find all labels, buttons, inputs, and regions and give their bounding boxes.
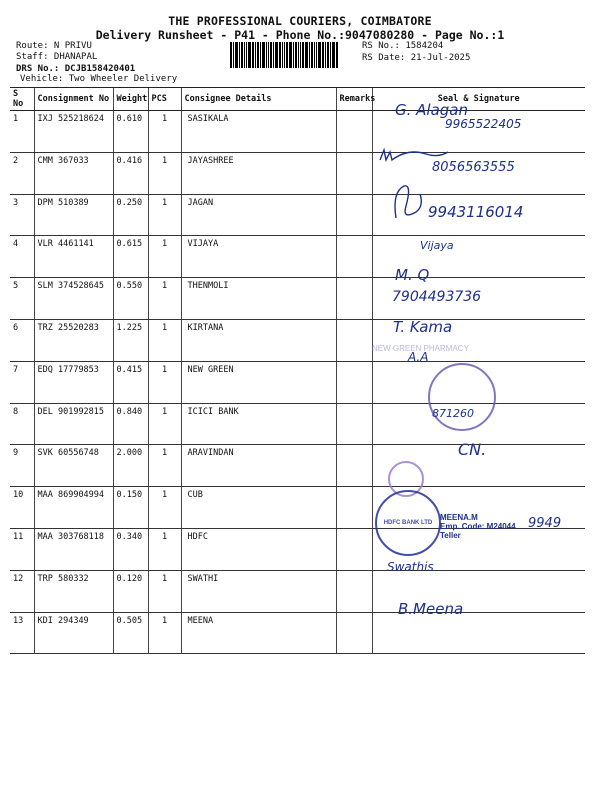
row-remarks [336,194,372,236]
signature-11-num: 9949 [528,516,562,531]
row-remarks [336,403,372,445]
row-remarks [336,278,372,320]
row-pcs: 1 [148,612,181,654]
table-row [10,236,585,278]
row-sno: 12 [10,570,34,612]
table-row [10,570,585,612]
col-consignee: Consignee Details [181,88,336,111]
row-pcs: 1 [148,361,181,403]
row-weight: 0.340 [113,528,148,570]
barcode [230,42,354,68]
row-pcs: 1 [148,278,181,320]
runsheet-title: Delivery Runsheet - P41 - Phone No.:9047080280 - Page No.:1 [95,28,505,42]
row-pcs: 1 [148,528,181,570]
row-pcs: 1 [148,487,181,529]
table-row [10,445,585,487]
row-consignment-no: TRZ 25520283 [34,319,113,361]
row-consignee: JAYASHREE [181,152,336,194]
row-sno: 7 [10,361,34,403]
row-remarks [336,528,372,570]
row-sno: 11 [10,528,34,570]
row-remarks [336,612,372,654]
row-sno: 3 [10,194,34,236]
col-signature: Seal & Signature [372,88,585,111]
bank-seal-stamp [428,363,496,431]
row-sno: 6 [10,319,34,361]
signature-3-scribble [390,182,430,222]
col-remarks: Remarks [336,88,372,111]
row-consignee: SWATHI [181,570,336,612]
row-sno: 1 [10,111,34,153]
row-weight: 0.840 [113,403,148,445]
signature-12-name: Swathis [387,560,434,574]
signature-9-name: CN. [458,440,487,459]
signature-13-name: B.Meena [398,600,464,618]
row-consignee: ARAVINDAN [181,445,336,487]
row-weight: 0.416 [113,152,148,194]
row-remarks [336,445,372,487]
row-consignee: NEW GREEN [181,361,336,403]
row-weight: 0.550 [113,278,148,320]
hdfc-seal-stamp [375,490,441,556]
row-consignee: MEENA [181,612,336,654]
rs-no: RS No.: 1584204 [362,41,444,51]
row-consignment-no: SVK 60556748 [34,445,113,487]
row-sno: 13 [10,612,34,654]
row-weight: 1.225 [113,319,148,361]
row-signature [372,612,585,654]
employee-code: Emp. Code: M24044 [440,522,516,531]
row-consignee: HDFC [181,528,336,570]
employee-name: MEENA.M [440,513,478,522]
col-weight: Weight [113,88,148,111]
row-remarks [336,152,372,194]
hdfc-stamp-text: HDFC BANK LTD [383,520,433,526]
row-sno: 5 [10,278,34,320]
employee-stamp [440,513,516,540]
row-remarks [336,487,372,529]
row-consignment-no: MAA 869904994 [34,487,113,529]
route: Route: N PRIVU [16,41,92,51]
row-consignment-no: TRP 580332 [34,570,113,612]
signature-5-name: M. Q [395,266,430,284]
row-pcs: 1 [148,152,181,194]
signature-8-code: 871260 [432,407,474,420]
row-remarks [336,361,372,403]
row-consignment-no: KDI 294349 [34,612,113,654]
rs-date: RS Date: 21-Jul-2025 [362,53,471,63]
signature-4-name: Vijaya [420,239,454,252]
staff: Staff: DHANAPAL [16,52,98,62]
row-sno: 2 [10,152,34,194]
row-pcs: 1 [148,111,181,153]
row-consignee: ICICI BANK [181,403,336,445]
row-consignee: JAGAN [181,194,336,236]
company-title: THE PROFESSIONAL COURIERS, COIMBATORE [168,14,432,28]
row-consignment-no: VLR 4461141 [34,236,113,278]
row-pcs: 1 [148,403,181,445]
row-pcs: 1 [148,319,181,361]
row-sno: 10 [10,487,34,529]
signature-6-name: T. Kama [393,318,453,336]
row-weight: 0.505 [113,612,148,654]
row-consignee: CUB [181,487,336,529]
row-remarks [336,111,372,153]
row-pcs: 1 [148,194,181,236]
row-consignment-no: IXJ 525218624 [34,111,113,153]
vehicle: Vehicle: Two Wheeler Delivery [20,74,178,84]
signature-7-mark: A.A [408,350,429,364]
row-weight: 0.610 [113,111,148,153]
employee-role: Teller [440,531,461,540]
row-sno: 4 [10,236,34,278]
signature-1-name: G. Alagan [395,101,469,119]
pharmacy-stamp-text: NEW GREEN PHARMACY [372,344,469,353]
row-weight: 2.000 [113,445,148,487]
signature-5-phone: 7904493736 [392,289,482,305]
drs-no: DRS No.: DCJB158420401 [16,64,136,74]
row-sno: 9 [10,445,34,487]
row-consignment-no: DPM 510389 [34,194,113,236]
row-consignment-no: SLM 374528645 [34,278,113,320]
row-weight: 0.120 [113,570,148,612]
row-weight: 0.615 [113,236,148,278]
row-remarks [336,570,372,612]
row-consignment-no: EDQ 17779853 [34,361,113,403]
row-sno: 8 [10,403,34,445]
signature-3-phone: 9943116014 [428,203,524,221]
row-pcs: 1 [148,570,181,612]
row-pcs: 1 [148,236,181,278]
row-consignee: KIRTANA [181,319,336,361]
signature-1-phone: 9965522405 [445,117,522,131]
col-consignment: Consignment No [34,88,113,111]
table-row [10,403,585,445]
table-row [10,612,585,654]
table-row [10,361,585,403]
table-header-row [10,88,585,111]
col-sno: S No [10,88,34,111]
row-consignee: THENMOLI [181,278,336,320]
row-consignee: SASIKALA [181,111,336,153]
row-remarks [336,236,372,278]
row-consignee: VIJAYA [181,236,336,278]
table-row [10,278,585,320]
row-consignment-no: DEL 901992815 [34,403,113,445]
row-consignment-no: MAA 303768118 [34,528,113,570]
signature-2-phone: 8056563555 [432,160,515,175]
table-row [10,319,585,361]
col-pcs: PCS [148,88,181,111]
row-weight: 0.250 [113,194,148,236]
row-pcs: 1 [148,445,181,487]
row-weight: 0.150 [113,487,148,529]
row-weight: 0.415 [113,361,148,403]
row-consignment-no: CMM 367033 [34,152,113,194]
row-remarks [336,319,372,361]
